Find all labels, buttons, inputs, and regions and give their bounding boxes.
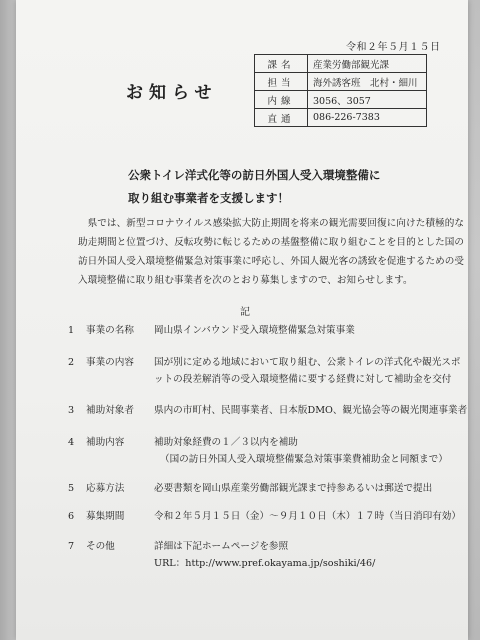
item-line: 詳細は下記ホームページを参照 (154, 541, 289, 552)
headline (128, 164, 380, 210)
contact-row (255, 55, 427, 73)
notice-title: お知らせ (126, 83, 218, 103)
item-number: 4 (68, 437, 75, 448)
item-value (154, 538, 454, 572)
contact-row (255, 73, 427, 91)
contact-value: 086-226-7383 (308, 109, 427, 127)
item-line: 岡山県インバウンド受入環境整備緊急対策事業 (154, 325, 355, 336)
item-line: 必要書類を岡山県産業労働部観光課まで持参あるいは郵送で提出 (154, 483, 433, 494)
scan-background (0, 0, 16, 640)
contact-value: 産業労働部観光課 (308, 55, 427, 73)
item-number: 5 (68, 483, 75, 494)
item-label: その他 (86, 541, 115, 552)
item-value (154, 402, 468, 419)
item-url: URL：http://www.pref.okayama.jp/soshiki/46/ (154, 558, 376, 569)
item-label: 応募方法 (86, 483, 125, 494)
item-line: 補助対象経費の１／３以内を補助 (154, 437, 298, 448)
ki-marker: 記 (240, 307, 250, 318)
item-line: 令和２年５月１５日（金）～９月１０日（木）１７時（当日消印有効） (154, 511, 461, 522)
document-page (16, 0, 468, 640)
item-value (154, 322, 454, 339)
headline-line: 公衆トイレ洋式化等の訪日外国人受入環境整備に (128, 168, 381, 182)
contact-key: 担当 (255, 73, 308, 91)
item-number: 2 (68, 357, 75, 368)
contact-value: 3056、3057 (308, 91, 427, 109)
contact-key: 課名 (255, 55, 308, 73)
item-label: 募集期間 (86, 511, 125, 522)
item-number: 6 (68, 511, 75, 522)
item-number: 7 (68, 541, 75, 552)
item-value (154, 508, 461, 525)
document-date: 令和２年５月１５日 (346, 42, 441, 53)
item-number: 1 (68, 325, 75, 336)
contact-key: 内線 (255, 91, 308, 109)
item-label: 補助対象者 (86, 405, 134, 416)
item-line: ットの段差解消等の受入環境整備に要する経費に対して補助金を交付 (154, 374, 452, 385)
item-label: 事業の名称 (86, 325, 134, 336)
item-label: 事業の内容 (86, 357, 134, 368)
item-line: 県内の市町村、民間事業者、日本版DMO、観光協会等の観光関連事業者 (154, 405, 468, 416)
contact-key: 直通 (255, 109, 308, 127)
item-value (154, 354, 461, 388)
contact-value: 海外誘客班 北村・細川 (308, 73, 427, 91)
item-line: （国の訪日外国人受入環境整備緊急対策事業費補助金と同額まで） (160, 454, 448, 465)
headline-line: 取り組む事業者を支援します！ (128, 191, 289, 205)
item-line: 国が別に定める地域において取り組む、公衆トイレの洋式化や観光スポ (154, 357, 461, 368)
item-number: 3 (68, 405, 75, 416)
contact-table (254, 54, 427, 127)
body-paragraph: 県では、新型コロナウイルス感染拡大防止期間を将来の観光需要回復に向けた積極的な助走期間と位置づけ、反転攻勢に転じるための基盤整備に取り組むことを目的とした国の訪日外国人受入環境整備緊急対策事業に呼応し、外国人観光客の誘致を促進するための受入環境整備に取り組む事業者を次のとおり募集しますので、お知らせします。 (78, 218, 464, 286)
item-value (154, 480, 454, 497)
contact-row (255, 109, 427, 127)
item-value (154, 434, 454, 468)
contact-row (255, 91, 427, 109)
item-label: 補助内容 (86, 437, 125, 448)
